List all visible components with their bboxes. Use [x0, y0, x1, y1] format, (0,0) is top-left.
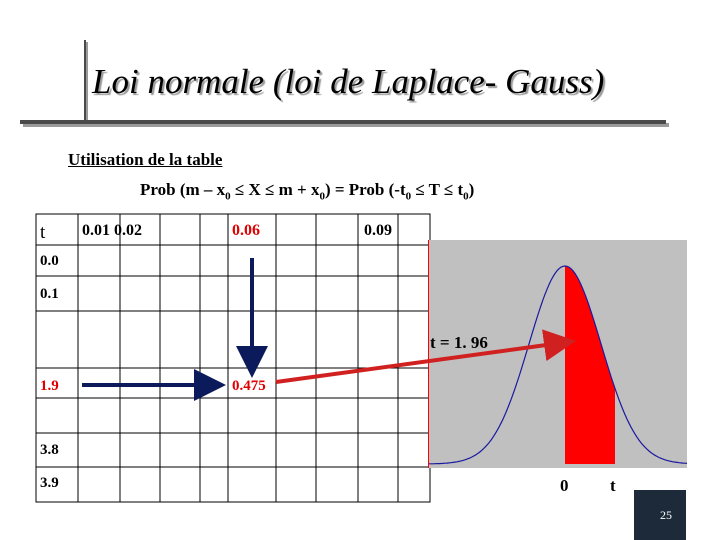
header-t: t	[40, 222, 46, 243]
page-number: 25	[660, 508, 672, 522]
axis-label-zero: 0	[560, 476, 569, 495]
axis-label-t: t	[610, 476, 616, 495]
header-col-006: 0.06	[232, 222, 260, 239]
row-label-0-1: 0.1	[40, 286, 59, 302]
row-label-3-8: 3.8	[40, 442, 59, 458]
table-value-0475: 0.475	[232, 378, 266, 394]
arrow-to-graph-red	[276, 342, 568, 382]
t-value-label: t = 1. 96	[430, 333, 488, 352]
subtitle: Utilisation de la table	[68, 150, 223, 169]
header-cols-001-002: 0.01 0.02	[82, 222, 142, 239]
header-col-009: 0.09	[364, 222, 392, 239]
slide-title: Loi normale (loi de Laplace- Gauss)	[92, 62, 605, 101]
row-label-0-0: 0.0	[40, 253, 59, 269]
row-label-1-9: 1.9	[40, 378, 59, 394]
row-label-3-9: 3.9	[40, 475, 59, 491]
probability-formula: Prob $(m - x_0 \le X \le m + x_0)$ = Prob $(-t_0 \le T \le t_0)$	[140, 180, 475, 203]
